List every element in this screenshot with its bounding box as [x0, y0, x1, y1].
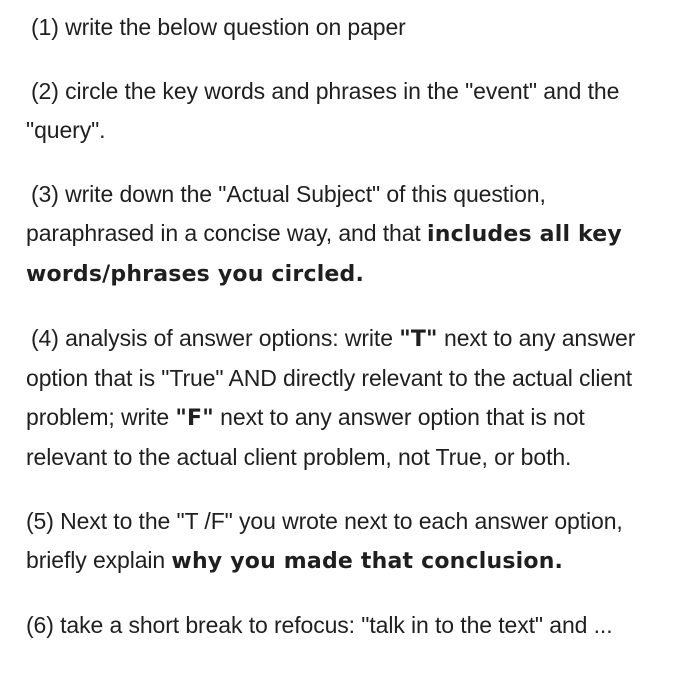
- step-3-paragraph: [26, 175, 666, 294]
- step-4-text-a: (4) analysis of answer options: write: [31, 325, 400, 351]
- step-5-text: (5) Next to the "T /F" you wrote next to each answer option, briefly explain: [26, 508, 623, 573]
- step-5-bold-text: why you made that conclusion.: [171, 549, 564, 574]
- step-2-paragraph: [26, 72, 666, 150]
- step-2-text: (2) circle the key words and phrases in the "event" and the "query".: [26, 78, 620, 143]
- step-6-paragraph: [26, 606, 666, 645]
- step-4-bold-f: "F": [175, 406, 214, 431]
- step-6-text: (6) take a short break to refocus: "talk in to the text" and ...: [26, 612, 613, 638]
- step-1-paragraph: [26, 0, 666, 47]
- step-3-text: (3) write down the "Actual Subject" of this question, paraphrased in a concise way, and that: [26, 181, 546, 246]
- step-4-text-b: next to any answer option that is "True" AND directly relevant to the actual client problem; write: [26, 325, 636, 430]
- step-1-text: (1) write the below question on paper: [31, 14, 406, 40]
- step-4-text-c: next to any answer option that is not relevant to the actual client problem, not True, or both.: [26, 404, 585, 470]
- step-3-bold-text: includes all key words/phrases you circled.: [26, 222, 622, 287]
- step-4-paragraph: [26, 319, 666, 477]
- step-4-bold-t: "T": [399, 327, 438, 352]
- step-5-paragraph: [26, 502, 666, 581]
